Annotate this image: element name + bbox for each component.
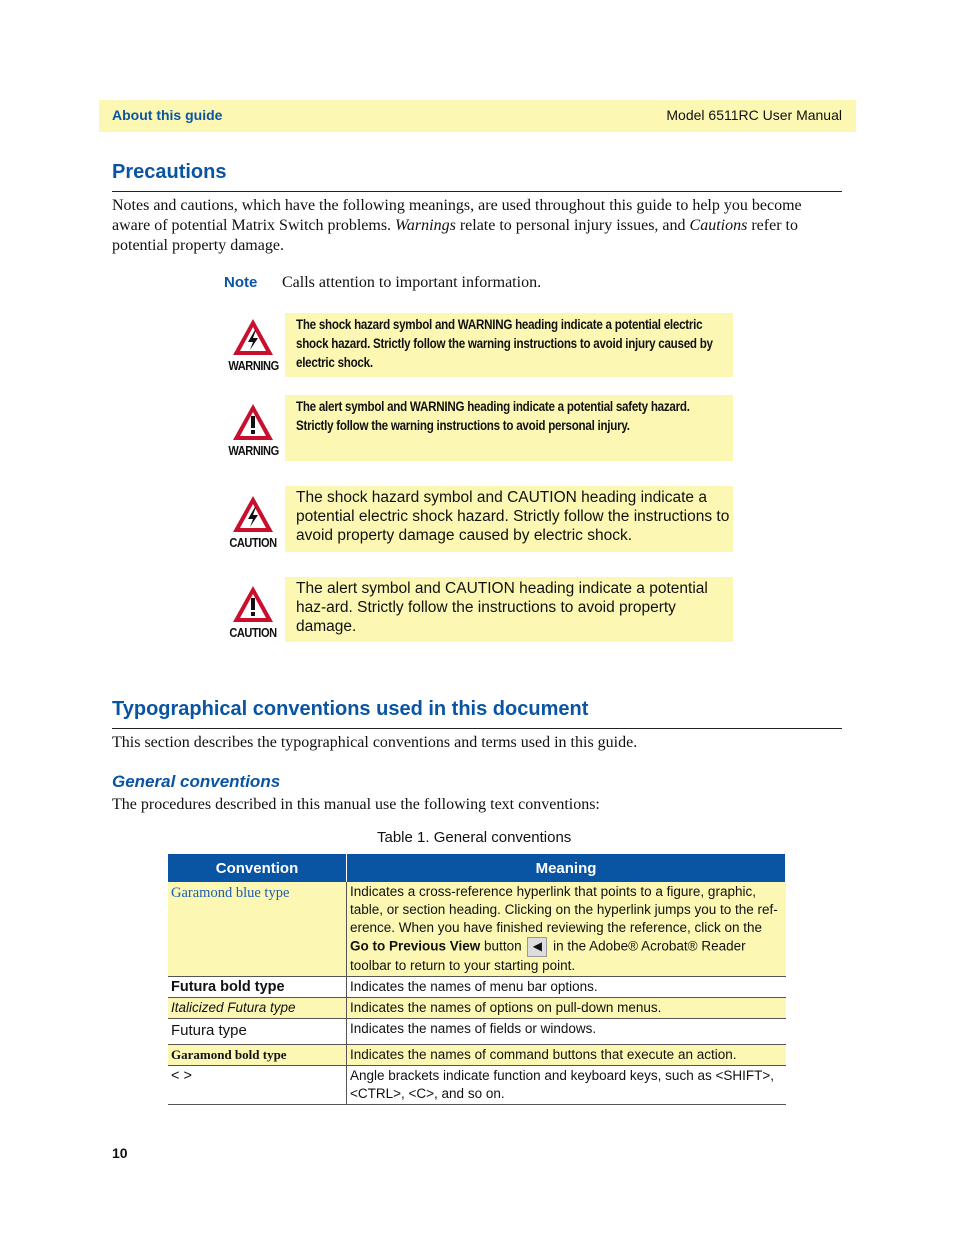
note-label: Note bbox=[224, 274, 258, 291]
meaning-cell: Indicates the names of menu bar options. bbox=[347, 977, 786, 998]
header-manual-title: Model 6511RC User Manual bbox=[666, 107, 842, 123]
intro-text-c: refer to potential property damage. bbox=[112, 217, 798, 254]
header-section-title: About this guide bbox=[112, 107, 223, 123]
meaning-text: in the Adobe® Acrobat® Reader toolbar to return to your starting point. bbox=[350, 938, 746, 973]
precautions-rule bbox=[112, 191, 842, 192]
table-row bbox=[168, 1045, 786, 1066]
shock-caution-symbol bbox=[224, 494, 282, 556]
caution-label: CAUTION bbox=[229, 625, 277, 640]
table-row bbox=[168, 1019, 786, 1045]
intro-warnings-term: Warnings bbox=[395, 217, 456, 234]
warning-text: The shock hazard symbol and WARNING heading indicate a potential electric shock hazard. Strictly follow the warning instructions to avoid injury caused by electric shock. bbox=[296, 317, 713, 370]
intro-cautions-term: Cautions bbox=[689, 217, 748, 234]
convention-cell: Italicized Futura type bbox=[168, 998, 347, 1019]
meaning-cell: Indicates the names of fields or windows. bbox=[347, 1019, 786, 1045]
convention-cell: < > bbox=[168, 1066, 347, 1105]
note-text: Calls attention to important information. bbox=[282, 274, 542, 291]
meaning-text: Indicates a cross-reference hyperlink that points to a figure, graphic, table, or section heading. Clicking on the hyperlink jumps you to the ref-erence. When you have finished reviewing the reference, click on the bbox=[350, 884, 778, 935]
intro-text-b: relate to personal injury issues, and bbox=[455, 217, 690, 234]
precautions-heading: Precautions bbox=[112, 161, 227, 183]
typography-rule bbox=[112, 728, 842, 729]
convention-cell: Garamond bold type bbox=[168, 1045, 347, 1066]
convention-cell: Garamond blue type bbox=[168, 882, 347, 977]
meaning-text: button bbox=[480, 938, 526, 954]
meaning-cell: Indicates the names of command buttons that execute an action. bbox=[347, 1045, 786, 1066]
shock-hazard-icon bbox=[231, 494, 275, 534]
convention-cell: Futura bold type bbox=[168, 977, 347, 998]
table-caption: Table 1. General conventions bbox=[377, 829, 572, 846]
convention-cell: Futura type bbox=[168, 1019, 347, 1045]
general-conventions-heading: General conventions bbox=[112, 772, 281, 791]
caution-callout-alert bbox=[285, 577, 733, 642]
alert-warning-symbol bbox=[224, 402, 282, 464]
running-header bbox=[99, 100, 856, 132]
meaning-cell: Indicates the names of options on pull-down menus. bbox=[347, 998, 786, 1019]
alert-icon bbox=[231, 402, 275, 442]
table-row bbox=[168, 882, 786, 977]
typography-heading: Typographical conventions used in this document bbox=[112, 698, 589, 720]
column-header-convention: Convention bbox=[168, 854, 347, 882]
warning-text: The alert symbol and WARNING heading indicate a potential safety hazard. Strictly follow the warning instructions to avoid personal injury. bbox=[296, 399, 690, 433]
warning-callout-alert bbox=[285, 395, 733, 461]
warning-label: WARNING bbox=[228, 443, 279, 458]
shock-hazard-icon bbox=[231, 317, 275, 357]
caution-text: The alert symbol and CAUTION heading indicate a potential haz-ard. Strictly follow the instructions to avoid property damage. bbox=[296, 580, 708, 635]
table-header-row bbox=[168, 854, 786, 882]
table-row bbox=[168, 998, 786, 1019]
intro-text-a: Notes and cautions, which have the following meanings, are used throughout this guide to help you become aware of potential Matrix Switch problems. bbox=[112, 197, 802, 234]
warning-callout-shock bbox=[285, 313, 733, 377]
conventions-table bbox=[168, 854, 786, 1105]
column-header-meaning: Meaning bbox=[347, 854, 786, 882]
precautions-intro bbox=[112, 196, 837, 256]
meaning-cell: Angle brackets indicate function and keyboard keys, such as <SHIFT>, <CTRL>, <C>, and so on. bbox=[347, 1066, 786, 1105]
typography-intro: This section describes the typographical conventions and terms used in this guide. bbox=[112, 734, 638, 751]
alert-icon bbox=[231, 584, 275, 624]
table-row bbox=[168, 977, 786, 998]
caution-label: CAUTION bbox=[229, 535, 277, 550]
table-row bbox=[168, 1066, 786, 1105]
go-to-previous-view-icon: ◀ bbox=[527, 937, 547, 957]
meaning-bold-term: Go to Previous View bbox=[350, 938, 481, 954]
meaning-cell bbox=[347, 882, 786, 977]
caution-text: The shock hazard symbol and CAUTION heading indicate a potential electric shock hazard. Strictly follow the instructions to avoid property damage caused by electric shock. bbox=[296, 489, 730, 544]
warning-label: WARNING bbox=[228, 358, 279, 373]
page-number: 10 bbox=[112, 1145, 128, 1161]
general-conventions-intro: The procedures described in this manual use the following text conventions: bbox=[112, 796, 600, 813]
caution-callout-shock bbox=[285, 486, 733, 552]
alert-caution-symbol bbox=[224, 584, 282, 646]
shock-warning-symbol bbox=[224, 317, 282, 379]
